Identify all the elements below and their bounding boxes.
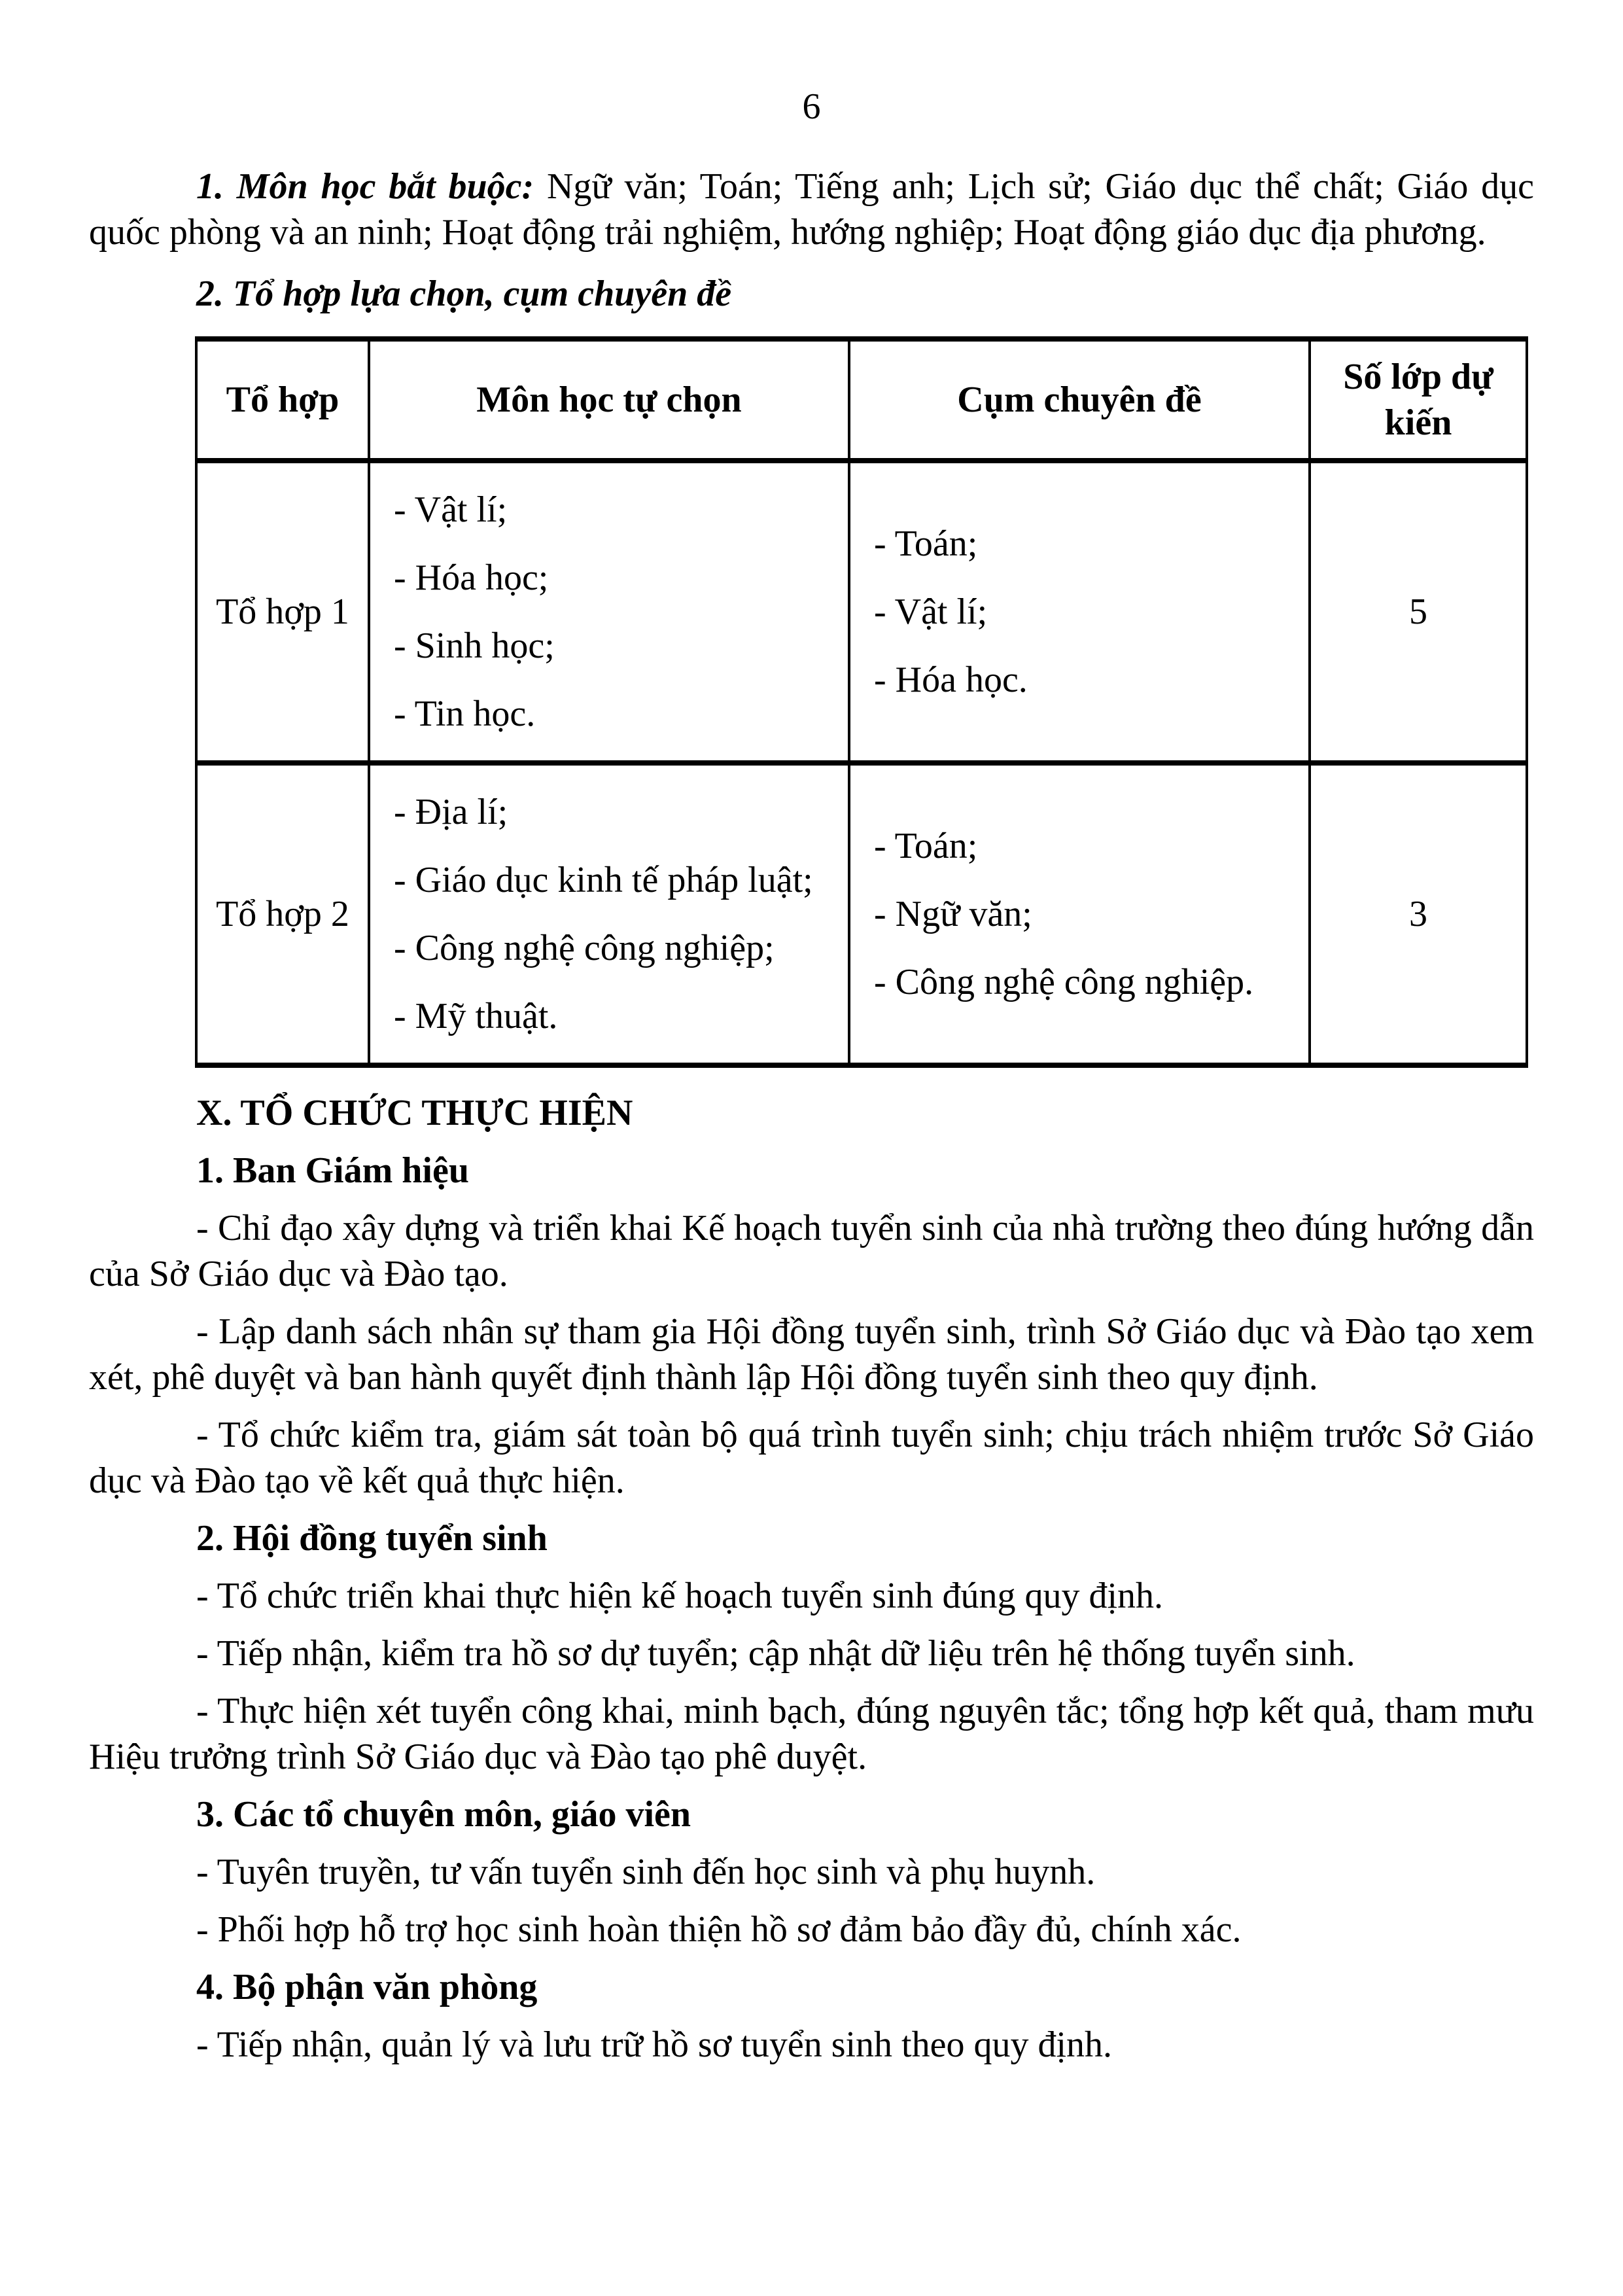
group-cell: Tổ hợp 1 <box>196 461 369 763</box>
subject-item: - Tin học. <box>394 694 536 734</box>
header-to-hop: Tổ hợp <box>196 339 369 461</box>
bullet-paragraph: - Phối hợp hỗ trợ học sinh hoàn thiện hồ sơ đảm bảo đầy đủ, chính xác. <box>196 1909 1242 1950</box>
cluster-item: - Toán; <box>874 523 978 564</box>
cluster-item: - Vật lí; <box>874 592 988 632</box>
bullet-paragraph: - Tiếp nhận, quản lý và lưu trữ hồ sơ tuyển sinh theo quy định. <box>196 2024 1113 2065</box>
class-count-cell: 5 <box>1310 461 1527 763</box>
cluster-item: - Hóa học. <box>874 660 1028 700</box>
clusters-cell <box>849 461 1310 763</box>
combo-heading: 2. Tổ hợp lựa chọn, cụm chuyên đề <box>196 274 732 314</box>
section-hoi-dong-tuyen-sinh <box>89 1515 1534 1780</box>
subject-item: - Vật lí; <box>394 489 508 530</box>
header-cum-chuyen-de: Cụm chuyên đề <box>849 339 1310 461</box>
table-row <box>196 461 1527 763</box>
section-to-chuyen-mon <box>89 1792 1534 1952</box>
cluster-item: - Công nghệ công nghiệp. <box>874 962 1254 1002</box>
subsection-heading: 4. Bộ phận văn phòng <box>196 1967 538 2007</box>
subject-item: - Sinh học; <box>394 626 555 666</box>
header-so-lop: Số lớp dự kiến <box>1310 339 1527 461</box>
cluster-item: - Ngữ văn; <box>874 894 1032 934</box>
subsection-heading: 2. Hội đồng tuyển sinh <box>196 1518 548 1559</box>
bullet-paragraph: - Thực hiện xét tuyển công khai, minh bạch, đúng nguyên tắc; tổng hợp kết quả, tham mưu Hiệu trưởng trình Sở Giáo dục và Đào tạo phê duyệt. <box>89 1691 1534 1777</box>
section-van-phong <box>89 1964 1534 2068</box>
intro-label: 1. Môn học bắt buộc: <box>196 166 534 207</box>
bullet-paragraph: - Tiếp nhận, kiểm tra hồ sơ dự tuyển; cập nhật dữ liệu trên hệ thống tuyển sinh. <box>196 1633 1355 1674</box>
clusters-cell <box>849 763 1310 1065</box>
header-mon-hoc: Môn học tự chọn <box>369 339 849 461</box>
page-number: 6 <box>802 86 821 127</box>
subjects-cell <box>369 461 849 763</box>
intro-paragraph <box>89 164 1534 255</box>
group-cell: Tổ hợp 2 <box>196 763 369 1065</box>
bullet-paragraph: - Lập danh sách nhân sự tham gia Hội đồng tuyển sinh, trình Sở Giáo dục và Đào tạo xem xét, phê duyệt và ban hành quyết định thành lập Hội đồng tuyển sinh theo quy định. <box>89 1311 1534 1398</box>
subject-item: - Công nghệ công nghiệp; <box>394 928 775 968</box>
bullet-paragraph: - Tổ chức kiểm tra, giám sát toàn bộ quá trình tuyển sinh; chịu trách nhiệm trước Sở Giáo dục và Đào tạo về kết quả thực hiện. <box>89 1415 1534 1501</box>
subject-item: - Mỹ thuật. <box>394 996 558 1036</box>
subjects-cell <box>369 763 849 1065</box>
section-ban-giam-hieu <box>89 1148 1534 1504</box>
intro-text: Ngữ văn; Toán; Tiếng anh; Lịch sử; Giáo dục thể chất; Giáo dục quốc phòng và an ninh; Hoạt động trải nghiệm, hướng nghiệp; Hoạt động giáo dục địa phương. <box>89 166 1534 253</box>
bullet-paragraph: - Tuyên truyền, tư vấn tuyển sinh đến học sinh và phụ huynh. <box>196 1852 1096 1892</box>
cluster-item: - Toán; <box>874 826 978 866</box>
bullet-paragraph: - Chỉ đạo xây dựng và triển khai Kế hoạch tuyển sinh của nhà trường theo đúng hướng dẫn của Sở Giáo dục và Đào tạo. <box>89 1208 1534 1294</box>
subsection-heading: 3. Các tổ chuyên môn, giáo viên <box>196 1794 691 1835</box>
subsection-heading: 1. Ban Giám hiệu <box>196 1150 469 1191</box>
table-header-row <box>196 339 1527 461</box>
subject-item: - Giáo dục kinh tế pháp luật; <box>394 860 813 900</box>
subject-item: - Địa lí; <box>394 792 508 832</box>
section-x-heading: X. TỔ CHỨC THỰC HIỆN <box>196 1093 633 1133</box>
class-count-cell: 3 <box>1310 763 1527 1065</box>
table-row <box>196 763 1527 1065</box>
combo-table <box>195 336 1528 1068</box>
bullet-paragraph: - Tổ chức triển khai thực hiện kế hoạch tuyển sinh đúng quy định. <box>196 1576 1164 1616</box>
subject-item: - Hóa học; <box>394 557 549 598</box>
